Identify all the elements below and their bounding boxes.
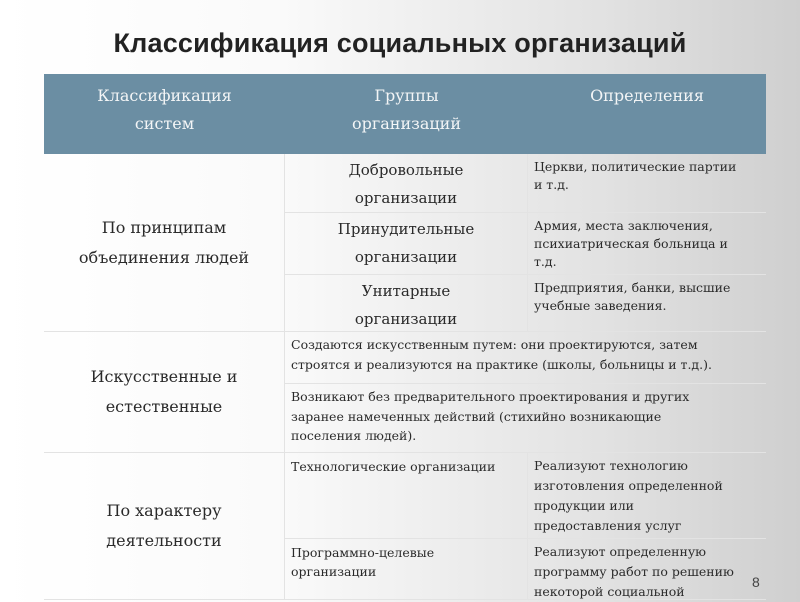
- category-principles: [44, 154, 285, 332]
- group-technological: [285, 453, 528, 539]
- header-text: Классификация: [97, 86, 232, 105]
- definition-text: Армия, места заключения,: [534, 218, 713, 233]
- header-text: Определения: [590, 86, 704, 105]
- definition-text: психиатрическая больница и: [534, 236, 728, 251]
- group-text: организации: [354, 189, 458, 207]
- definition-text: Реализуют технологию: [534, 458, 688, 473]
- group-text: Принудительные: [337, 220, 475, 238]
- definition-text: некоторой социальной: [534, 584, 685, 599]
- category-text: По характеру: [106, 501, 222, 520]
- definition-text: заранее намеченных действий (стихийно возникающие: [291, 408, 662, 424]
- group-voluntary: [285, 154, 528, 213]
- group-text: организации: [354, 248, 458, 266]
- group-text: Добровольные: [348, 161, 464, 179]
- definition-forced: [528, 213, 766, 275]
- category-text: Искусственные и: [90, 367, 238, 386]
- group-forced: [285, 213, 528, 275]
- group-program-target: [285, 539, 528, 600]
- group-unitary: [285, 275, 528, 332]
- definition-program-target: [528, 539, 766, 600]
- definition-text: т.д.: [534, 254, 557, 269]
- header-groups: [285, 74, 528, 154]
- definition-artificial: [285, 332, 766, 384]
- category-text: естественные: [105, 397, 223, 416]
- definition-natural: [285, 384, 766, 453]
- category-text: деятельности: [106, 531, 222, 550]
- definition-text: продукции или: [534, 498, 634, 513]
- slide-title: Классификация социальных организаций: [113, 28, 687, 58]
- header-text: систем: [134, 114, 195, 133]
- definition-voluntary: [528, 154, 766, 213]
- definition-text: поселения людей).: [291, 428, 417, 443]
- definition-text: строятся и реализуются на практике (школы, больницы и т.д.).: [291, 356, 712, 372]
- definition-text: учебные заведения.: [534, 298, 667, 313]
- definition-text: программу работ по решению: [534, 564, 734, 579]
- definition-text: изготовления определенной: [534, 478, 723, 493]
- category-text: По принципам: [101, 217, 227, 237]
- definition-text: Реализуют определенную: [534, 544, 707, 559]
- definition-text: и т.д.: [534, 177, 569, 192]
- definition-text: Предприятия, банки, высшие: [534, 280, 731, 295]
- group-text: Программно-целевые: [291, 545, 435, 560]
- header-text: Группы: [374, 86, 439, 105]
- definition-text: Церкви, политические партии: [534, 159, 737, 174]
- definition-technological: [528, 453, 766, 539]
- definition-text: предоставления услуг: [534, 518, 682, 533]
- category-text: объединения людей: [78, 247, 250, 267]
- group-text: Технологические организации: [291, 459, 496, 474]
- classification-table: [44, 74, 766, 600]
- page-number: 8: [752, 574, 760, 590]
- group-text: Унитарные: [361, 282, 451, 300]
- definition-text: Создаются искусственным путем: они проектируются, затем: [291, 337, 698, 352]
- header-classification: [44, 74, 285, 154]
- header-text: организаций: [351, 114, 461, 133]
- category-activity: [44, 453, 285, 600]
- group-text: организации: [291, 564, 377, 579]
- header-definitions: [528, 74, 766, 154]
- definition-text: Возникают без предварительного проектирования и других: [291, 389, 690, 404]
- definition-unitary: [528, 275, 766, 332]
- category-artificial-natural: [44, 332, 285, 453]
- group-text: организации: [354, 310, 458, 328]
